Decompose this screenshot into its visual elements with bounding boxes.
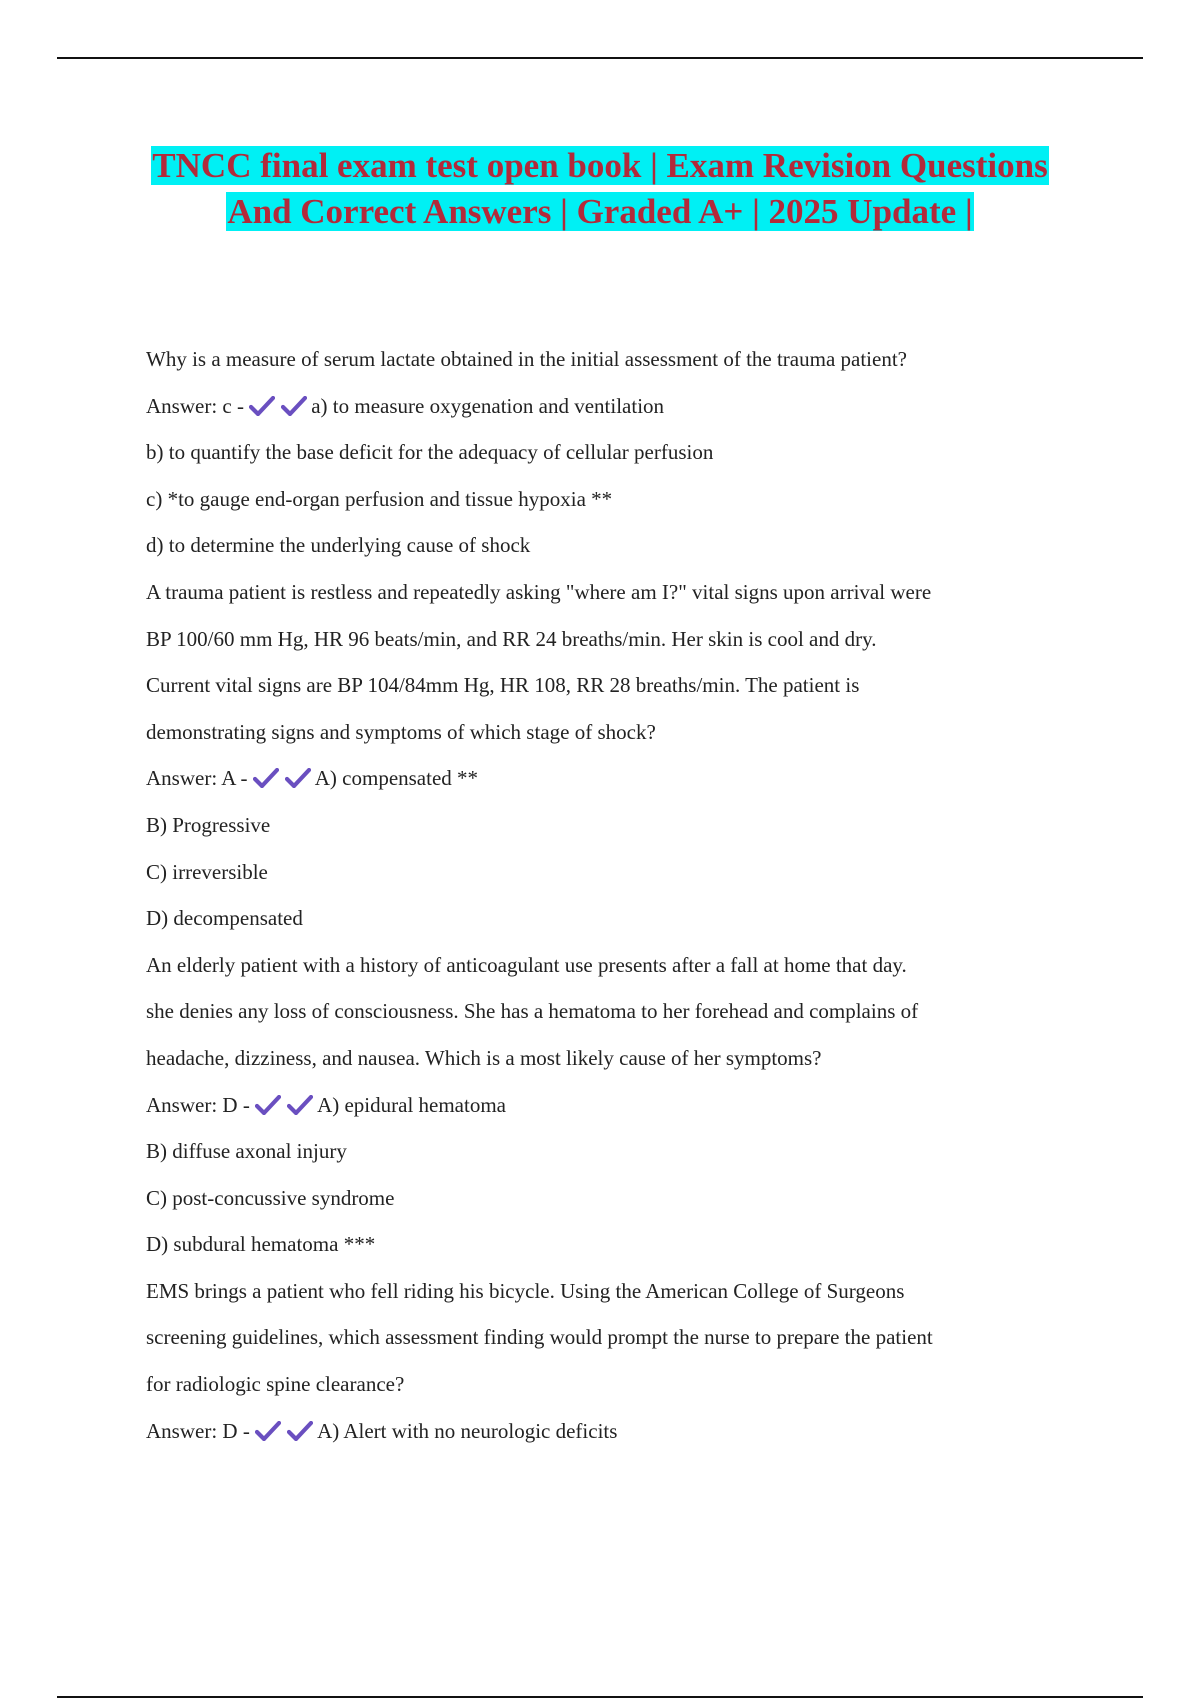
page-title — [0, 143, 1200, 235]
title-line-2: And Correct Answers | Graded A+ | 2025 Update | — [227, 192, 973, 231]
question-text-line: An elderly patient with a history of anticoagulant use presents after a fall at home that day. — [146, 952, 907, 977]
checkmark-icon — [255, 1421, 281, 1441]
title-line-1: TNCC final exam test open book | Exam Revision Questions — [152, 146, 1048, 185]
question-text-line: Why is a measure of serum lactate obtained in the initial assessment of the trauma patient? — [146, 347, 907, 371]
question-list — [146, 336, 1076, 1454]
question-text-line: EMS brings a patient who fell riding his bicycle. Using the American College of Surgeons — [146, 1278, 905, 1303]
answer-option-line: B) diffuse axonal injury — [146, 1139, 347, 1164]
question-text-line: BP 100/60 mm Hg, HR 96 beats/min, and RR 24 breaths/min. Her skin is cool and dry. — [146, 626, 877, 651]
checkmark-icon — [287, 1421, 313, 1441]
answer-option-line: C) irreversible — [146, 859, 268, 884]
answer-prefix: Answer: A - — [146, 766, 253, 791]
answer-option-line: b) to quantify the base deficit for the adequacy of cellular perfusion — [146, 440, 714, 465]
top-rule — [57, 57, 1143, 59]
bottom-rule — [57, 1696, 1143, 1698]
answer-option: A) compensated ** — [314, 766, 479, 791]
checkmark-icon — [253, 768, 279, 788]
question-text-line: demonstrating signs and symptoms of which stage of shock? — [146, 719, 656, 744]
question-text-line: A trauma patient is restless and repeatedly asking "where am I?" vital signs upon arrival were — [146, 579, 932, 604]
question-text-line: Current vital signs are BP 104/84mm Hg, HR 108, RR 28 breaths/min. The patient is — [146, 673, 860, 698]
answer-option-line: C) post-concussive syndrome — [146, 1185, 395, 1210]
answer-option-line: B) Progressive — [146, 812, 271, 837]
checkmark-icon — [287, 1095, 313, 1115]
checkmark-icon — [255, 1095, 281, 1115]
answer-option-line: D) subdural hematoma *** — [146, 1232, 376, 1257]
answer-option: A) epidural hematoma — [317, 1092, 506, 1117]
answer-option: a) to measure oxygenation and ventilation — [311, 393, 665, 418]
answer-line — [146, 1408, 1076, 1455]
answer-prefix: Answer: D - — [146, 1092, 256, 1117]
answer-prefix: Answer: c - — [146, 393, 250, 418]
question-text-line: for radiologic spine clearance? — [146, 1372, 405, 1397]
answer-prefix: Answer: D - — [146, 1418, 256, 1443]
answer-option-line: D) decompensated — [146, 906, 303, 931]
checkmark-icon — [249, 396, 275, 416]
question-text-line: she denies any loss of consciousness. She has a hematoma to her forehead and complains of — [146, 999, 919, 1024]
answer-option: A) Alert with no neurologic deficits — [317, 1418, 618, 1443]
answer-line — [146, 1082, 1076, 1129]
answer-line — [146, 755, 1076, 802]
checkmark-icon — [285, 768, 311, 788]
answer-option-line: d) to determine the underlying cause of shock — [146, 533, 531, 558]
answer-line — [146, 383, 1076, 430]
question-text-line: headache, dizziness, and nausea. Which is a most likely cause of her symptoms? — [146, 1045, 822, 1070]
checkmark-icon — [281, 396, 307, 416]
answer-option-line: c) *to gauge end-organ perfusion and tissue hypoxia ** — [146, 486, 613, 511]
question-text-line: screening guidelines, which assessment finding would prompt the nurse to prepare the patient — [146, 1325, 933, 1350]
